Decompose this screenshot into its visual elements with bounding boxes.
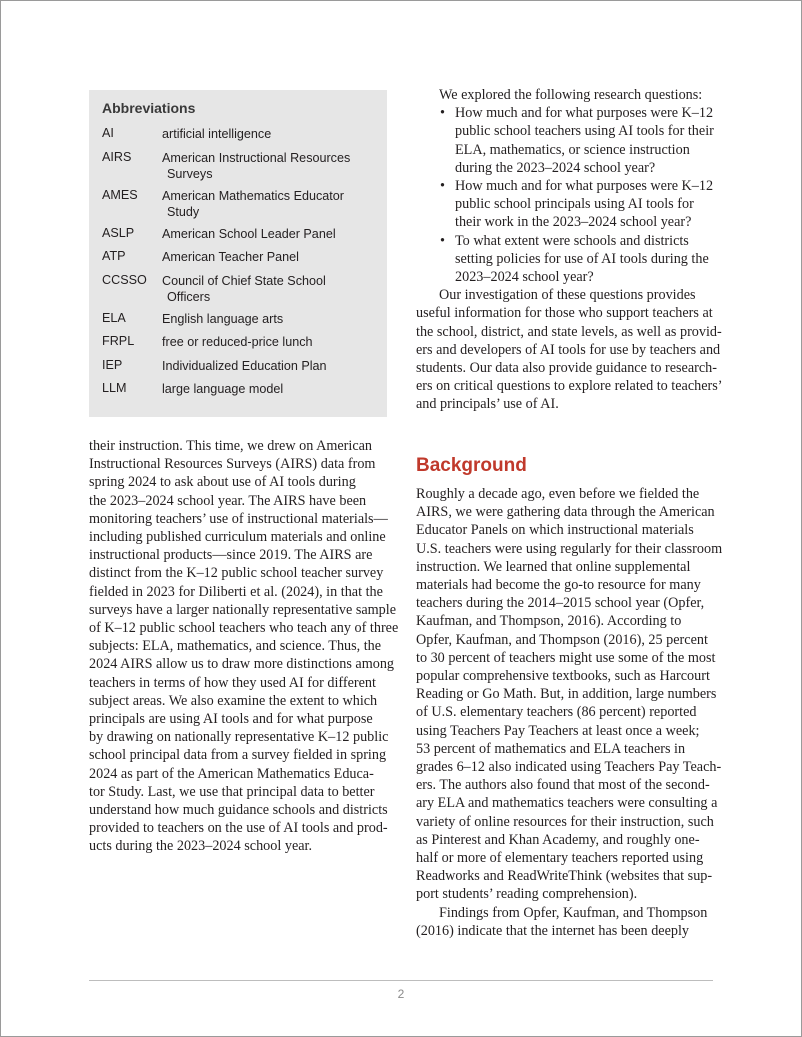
- body-paragraph: Our investigation of these questions provides useful information for those who support teachers at the school, district, and state levels, as well as provid- ers and developers of AI tools for use by teachers and students. Our data also provide guidance to research- ers on critical questions to explore related to teachers’ and principals’ use of AI.: [416, 287, 723, 413]
- abbreviations-title: Abbreviations: [102, 100, 196, 116]
- abbreviation-definition: American School Leader Panel: [162, 227, 336, 241]
- abbreviation-term: LLM: [102, 381, 127, 395]
- research-questions-section: [416, 86, 723, 414]
- abbreviation-definition: Council of Chief State School Officers: [162, 274, 326, 304]
- section-heading: Background: [416, 455, 527, 476]
- bullet-icon: •: [440, 178, 445, 195]
- research-intro: We explored the following research questions:: [439, 87, 703, 103]
- abbreviation-term: IEP: [102, 358, 123, 372]
- body-paragraph: Roughly a decade ago, even before we fielded the AIRS, we were gathering data through the American Educator Panels on which instructional materials U.S. teachers were using regularly for their classroom instruction. We learned that online supplemental materials had become the go-to resource for many teachers during the 2014–2015 school year (Opfer, Kaufman, and Thompson, 2016). According to Opfer, Kaufman, and Thompson (2016), 25 percent to 30 percent of teachers might use some of the most popular comprehensive textbooks, such as Harcourt Reading or Go Math. But, in addition, large numbers of U.S. elementary teachers (86 percent) reported using Teachers Pay Teachers at least once a week; 53 percent of mathematics and ELA teachers in grades 6–12 also indicated using Teachers Pay Teach- ers. The authors also found that most of the second- ary ELA and mathematics teachers were consulting a variety of online resources for their instruction, such as Pinterest and Khan Academy, and roughly one- half or more of elementary teachers reported using Readworks and ReadWriteThink (websites that sup- port students’ reading comprehension).: [416, 486, 723, 903]
- abbreviation-term: AI: [102, 126, 114, 140]
- abbreviation-term: FRPL: [102, 334, 135, 348]
- abbreviation-term: ASLP: [102, 226, 135, 240]
- footer-divider: [89, 980, 713, 981]
- abbreviations-box: [89, 90, 387, 417]
- abbreviation-definition: large language model: [162, 382, 284, 396]
- abbreviation-term: ATP: [102, 249, 126, 263]
- abbreviation-term: AMES: [102, 188, 138, 202]
- list-item: • How much and for what purposes were K–12 public school teachers using AI tools for their ELA, mathematics, or science instruction during the 2023–2024 school year?: [440, 105, 714, 176]
- abbreviation-definition: Individualized Education Plan: [162, 359, 327, 373]
- body-paragraph: their instruction. This time, we drew on American Instructional Resources Surveys (AIRS) data from spring 2024 to ask about use of AI tools during the 2023–2024 school year. The AIRS have been monitoring teachers’ use of instructional materials— including published curriculum materials and online instructional products—since 2019. The AIRS are distinct from the K–12 public school teacher survey fielded in 2023 for Diliberti et al. (2024), in that the surveys have a larger nationally representative sample of K–12 public school teachers who teach any of three subjects: ELA, mathematics, and science. Thus, the 2024 AIRS allow us to draw more distinctions among teachers in terms of how they used AI for different subject areas. We also examine the extent to which principals are using AI tools and for what purpose by drawing on nationally representative K–12 public school principal data from a survey fielded in spring 2024 as part of the American Mathematics Educa- tor Study. Last, we use that principal data to better understand how much guidance schools and districts provided to teachers on the use of AI tools and prod- ucts during the 2023–2024 school year.: [89, 438, 399, 855]
- abbreviation-definition: American Mathematics Educator Study: [162, 189, 344, 219]
- list-item: • How much and for what purposes were K–12 public school principals using AI tools for their work in the 2023–2024 school year?: [440, 178, 714, 231]
- abbreviation-term: ELA: [102, 311, 126, 325]
- abbreviation-term: AIRS: [102, 150, 132, 164]
- list-item: • To what extent were schools and districts setting policies for use of AI tools during the 2023–2024 school year?: [440, 232, 709, 286]
- abbreviation-definition: American Instructional Resources Surveys: [162, 151, 351, 181]
- abbreviation-term: CCSSO: [102, 273, 147, 287]
- abbreviation-definition: artificial intelligence: [162, 127, 272, 141]
- background-section: [416, 485, 723, 940]
- research-questions-list: [416, 104, 716, 286]
- page-number: 2: [397, 987, 405, 1001]
- body-paragraph: Findings from Opfer, Kaufman, and Thompson (2016) indicate that the internet has been deeply: [416, 904, 708, 939]
- bullet-icon: •: [440, 232, 445, 249]
- abbreviation-definition: free or reduced-price lunch: [162, 335, 313, 349]
- abbreviation-definition: English language arts: [162, 312, 284, 326]
- left-column-text: [89, 437, 399, 856]
- abbreviation-definition: American Teacher Panel: [162, 250, 299, 264]
- bullet-icon: •: [440, 105, 445, 122]
